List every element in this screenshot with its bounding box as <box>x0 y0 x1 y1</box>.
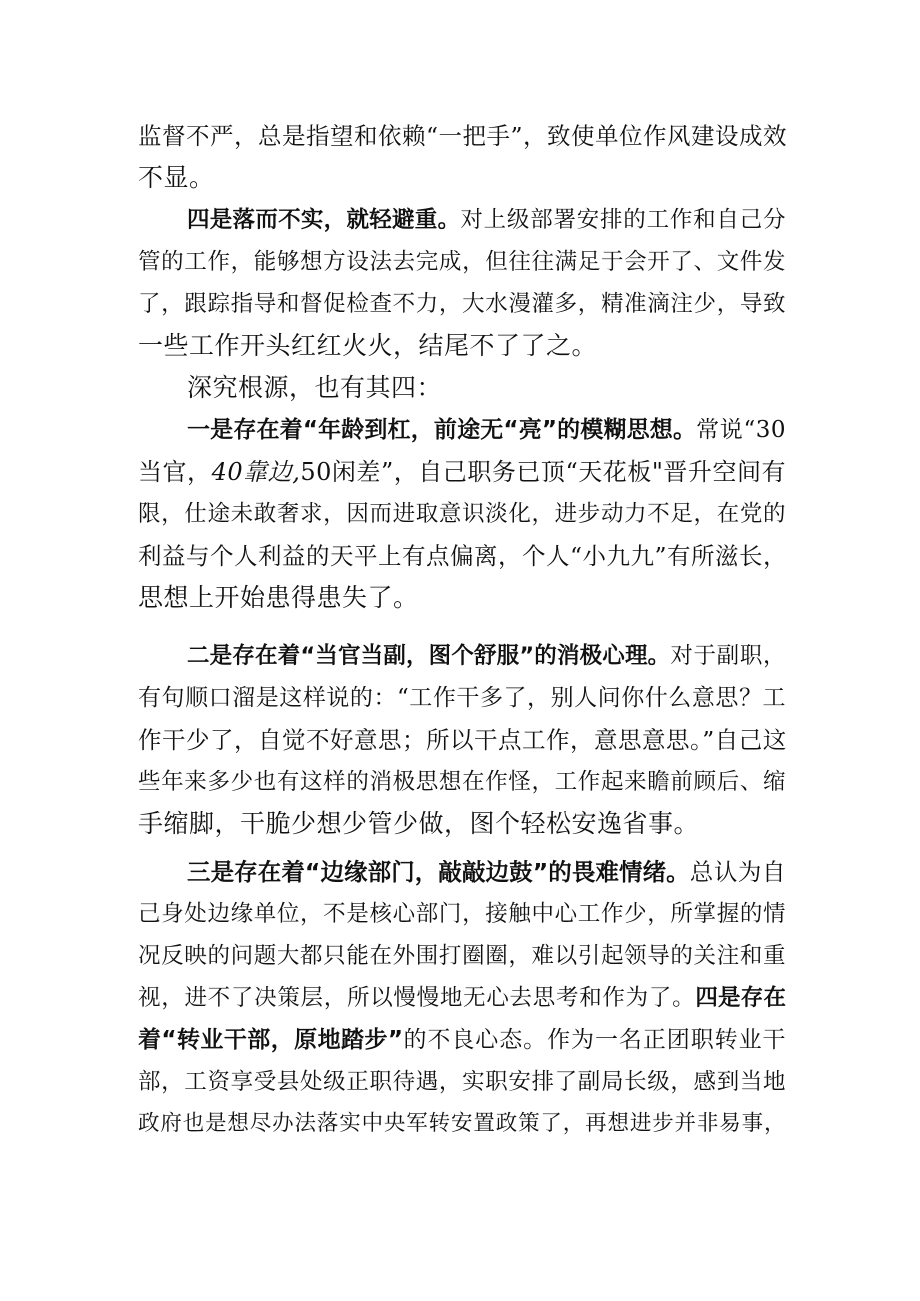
bold-heading: 着“转业干部，原地踏步” <box>138 1027 404 1053</box>
paragraph-start: 一是存在着“年龄到杠，前途无“亮”的模糊思想。常说“30 <box>187 417 786 443</box>
text-line: 监督不严，总是指望和依赖“一把手”，致使单位作风建设成效 <box>138 122 788 150</box>
text-line: 视，进不了决策层，所以慢慢地无心去思考和作为了。四是存在 <box>138 985 786 1011</box>
text-line: 当官，40靠边,50闲差”，自己职务已顶“天花板"晋升空间有 <box>138 458 787 486</box>
text-line: 有句顺口溜是这样说的：“工作干多了，别人问你什么意思？工 <box>138 685 786 711</box>
text-line: 况反映的问题大都只能在外围打圈圈，难以引起领导的关注和重 <box>138 943 786 969</box>
text-line: 利益与个人利益的天平上有点偏离，个人“小九九”有所滋长， <box>138 542 788 570</box>
text-line: 政府也是想尽办法落实中央军转安置政策了，再想进步并非易事， <box>138 1111 786 1136</box>
text-line: 思想上开始患得患失了。 <box>138 583 419 612</box>
text-line: 一些工作开头红红火火，结尾不了了之。 <box>138 331 598 360</box>
text-line: 了，跟踪指导和督促检查不力，大水漫灌多，精准滴注少，导致 <box>138 291 786 317</box>
text-line: 作干少了，自觉不好意思；所以干点工作，意思意思。”自己这 <box>138 726 787 754</box>
paragraph-start: 二是存在着“当官当副，图个舒服”的消极心理。对于副职， <box>187 643 786 669</box>
bold-heading: 四是落而不实，就轻避重。 <box>187 207 461 233</box>
bold-heading: 四是存在 <box>695 985 786 1011</box>
bold-heading: 三是存在着“边缘部门，敲敲边鼓”的畏难情绪。 <box>187 858 690 886</box>
section-intro: 深究根源，也有其四： <box>187 373 443 402</box>
bold-heading: 二是存在着“当官当副，图个舒服”的消极心理。 <box>187 643 671 669</box>
text-line: 限，仕途未敢奢求，因而进取意识淡化，进步动力不足，在党的 <box>138 501 786 527</box>
italic-text: 40靠边, <box>211 458 301 486</box>
text-line: 己身处边缘单位，不是核心部门，接触中心工作少，所掌握的情 <box>138 901 786 927</box>
text-line: 些年来多少也有这样的消极思想在作怪，工作起来瞻前顾后、缩 <box>138 769 786 795</box>
text-line: 着“转业干部，原地踏步”的不良心态。作为一名正团职转业干 <box>138 1027 787 1053</box>
text-line: 不显。 <box>138 163 215 192</box>
text-line: 管的工作，能够想方设法去完成，但往往满足于会开了、文件发 <box>138 249 786 275</box>
text-line: 部，工资享受县处级正职待遇，实职安排了副局长级，感到当地 <box>138 1069 786 1095</box>
paragraph-start: 四是落而不实，就轻避重。对上级部署安排的工作和自己分 <box>187 207 786 233</box>
text-line: 手缩脚，干脆少想少管少做，图个轻松安逸省事。 <box>138 809 700 838</box>
bold-heading: 一是存在着“年龄到杠，前途无“亮”的模糊思想。 <box>187 417 697 443</box>
paragraph-start: 三是存在着“边缘部门，敲敲边鼓”的畏难情绪。总认为自 <box>187 858 787 886</box>
